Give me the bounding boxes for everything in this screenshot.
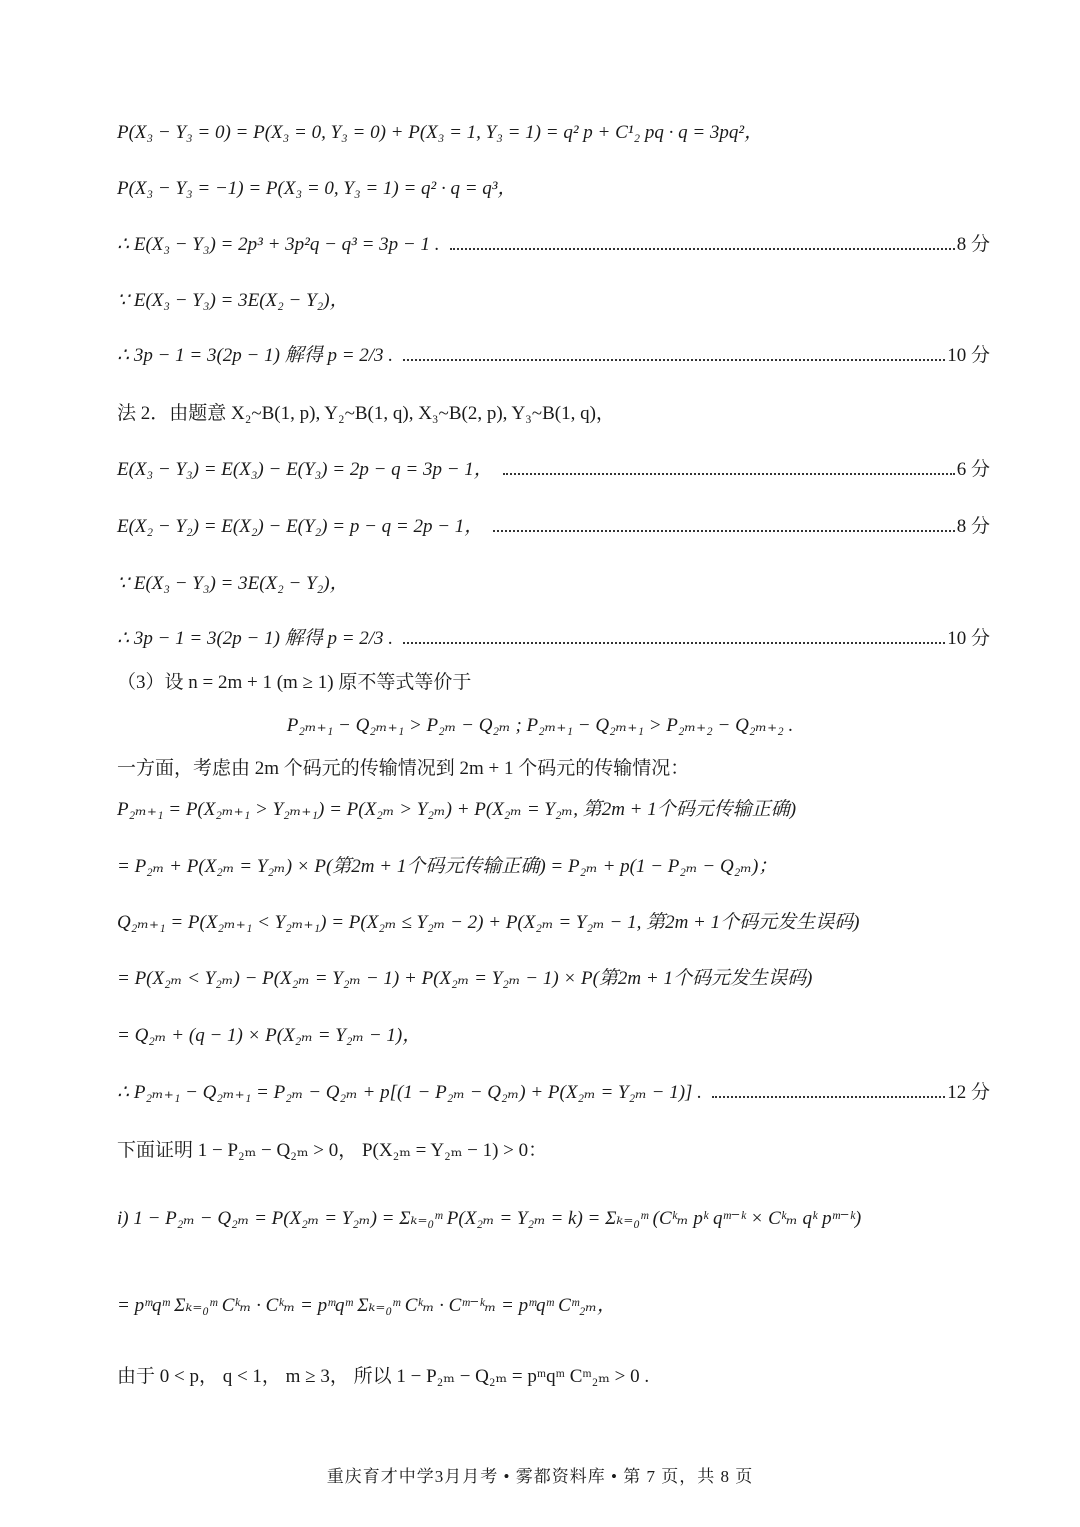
eq-p-x3-y3-minus-one: P(X₃ − Y₃ = −1) = P(X₃ = 0, Y₃ = 1) = q² · q = q³， — [117, 178, 517, 199]
eq-q2m1-def: Q₂ₘ₊₁ = P(X₂ₘ₊₁ < Y₂ₘ₊₁) = P(X₂ₘ ≤ Y₂ₘ − 2) + P(X₂ₘ = Y₂ₘ − 1, 第2m + 1个码元发生误码) — [117, 912, 860, 933]
eq-method2-because: ∵ E(X₃ − Y₃) = 3E(X₂ − Y₂)， — [117, 573, 349, 594]
score-label: 12 分 — [947, 1082, 990, 1103]
score-label: 10 分 — [947, 628, 990, 649]
eq-method2-e2: E(X₂ − Y₂) = E(X₂) − E(Y₂) = p − q = 2p − 1， 8 分 — [117, 514, 990, 540]
eq-solve-p: ∴ 3p − 1 = 3(2p − 1) 解得 p = 2/3 . 10 分 — [117, 343, 990, 369]
score-label: 10 分 — [947, 345, 990, 366]
score-label: 8 分 — [956, 516, 990, 537]
eq-p-x3-y3-zero: P(X₃ − Y₃ = 0) = P(X₃ = 0, Y₃ = 0) + P(X₃ = 1, Y₃ = 1) = q² p + C¹₂ pq · q = 3pq²， — [117, 122, 764, 143]
part-3-intro: （3）设 n = 2m + 1 (m ≥ 1) 原不等式等价于 — [117, 672, 472, 693]
eq-method2-solve: ∴ 3p − 1 = 3(2p − 1) 解得 p = 2/3 . 10 分 — [117, 626, 990, 652]
method-two-intro: 法 2．由题意 X₂~B(1, p), Y₂~B(1, q), X₃~B(2, p), Y₃~B(1, q)， — [117, 403, 615, 424]
score-label: 8 分 — [956, 234, 990, 255]
proof-statement: 下面证明 1 − P₂ₘ − Q₂ₘ > 0， P(X₂ₘ = Y₂ₘ − 1) > 0： — [117, 1140, 548, 1161]
transition-intro: 一方面，考虑由 2m 个码元的传输情况到 2m + 1 个码元的传输情况： — [117, 758, 690, 779]
eq-proof-i-conclusion: 由于 0 < p， q < 1， m ≥ 3， 所以 1 − P₂ₘ − Q₂ₘ = pᵐqᵐ Cᵐ₂ₘ > 0 . — [117, 1366, 650, 1387]
eq-proof-i: i) 1 − P₂ₘ − Q₂ₘ = P(X₂ₘ = Y₂ₘ) = Σₖ₌₀ᵐ P(X₂ₘ = Y₂ₘ = k) = Σₖ₌₀ᵐ (Cᵏₘ pᵏ qᵐ⁻ᵏ × Cᵏₘ qᵏ pᵐ⁻ᵏ) — [117, 1208, 862, 1229]
eq-method2-e3: E(X₃ − Y₃) = E(X₃) − E(Y₃) = 2p − q = 3p − 1， 6 分 — [117, 457, 990, 483]
page-footer: 重庆育才中学3月月考 • 雾都资料库 • 第 7 页，共 8 页 — [326, 1467, 754, 1486]
eq-p2m1-result: = P₂ₘ + P(X₂ₘ = Y₂ₘ) × P(第2m + 1个码元传输正确) = P₂ₘ + p(1 − P₂ₘ − Q₂ₘ)； — [117, 856, 778, 877]
eq-p2m1-def: P₂ₘ₊₁ = P(X₂ₘ₊₁ > Y₂ₘ₊₁) = P(X₂ₘ > Y₂ₘ) + P(X₂ₘ = Y₂ₘ, 第2m + 1个码元传输正确) — [117, 799, 797, 820]
eq-difference-recurrence: ∴ P₂ₘ₊₁ − Q₂ₘ₊₁ = P₂ₘ − Q₂ₘ + p[(1 − P₂ₘ − Q₂ₘ) + P(X₂ₘ = Y₂ₘ − 1)] . 12 分 — [117, 1080, 990, 1106]
eq-q2m1-result: = Q₂ₘ + (q − 1) × P(X₂ₘ = Y₂ₘ − 1)， — [117, 1025, 422, 1046]
eq-expectation-x3-y3: ∴ E(X₃ − Y₃) = 2p³ + 3p²q − q³ = 3p − 1 . 8 分 — [117, 232, 990, 258]
eq-proof-i-sum: = pᵐqᵐ Σₖ₌₀ᵐ Cᵏₘ · Cᵏₘ = pᵐqᵐ Σₖ₌₀ᵐ Cᵏₘ · Cᵐ⁻ᵏₘ = pᵐqᵐ Cᵐ₂ₘ， — [117, 1295, 617, 1316]
eq-q2m1-expand: = P(X₂ₘ < Y₂ₘ) − P(X₂ₘ = Y₂ₘ − 1) + P(X₂ₘ = Y₂ₘ − 1) × P(第2m + 1个码元发生误码) — [117, 968, 813, 989]
inequality-statement: P₂ₘ₊₁ − Q₂ₘ₊₁ > P₂ₘ − Q₂ₘ ; P₂ₘ₊₁ − Q₂ₘ₊₁ > P₂ₘ₊₂ − Q₂ₘ₊₂ . — [286, 715, 794, 736]
score-label: 6 分 — [956, 459, 990, 480]
eq-because-relation: ∵ E(X₃ − Y₃) = 3E(X₂ − Y₂)， — [117, 290, 349, 311]
